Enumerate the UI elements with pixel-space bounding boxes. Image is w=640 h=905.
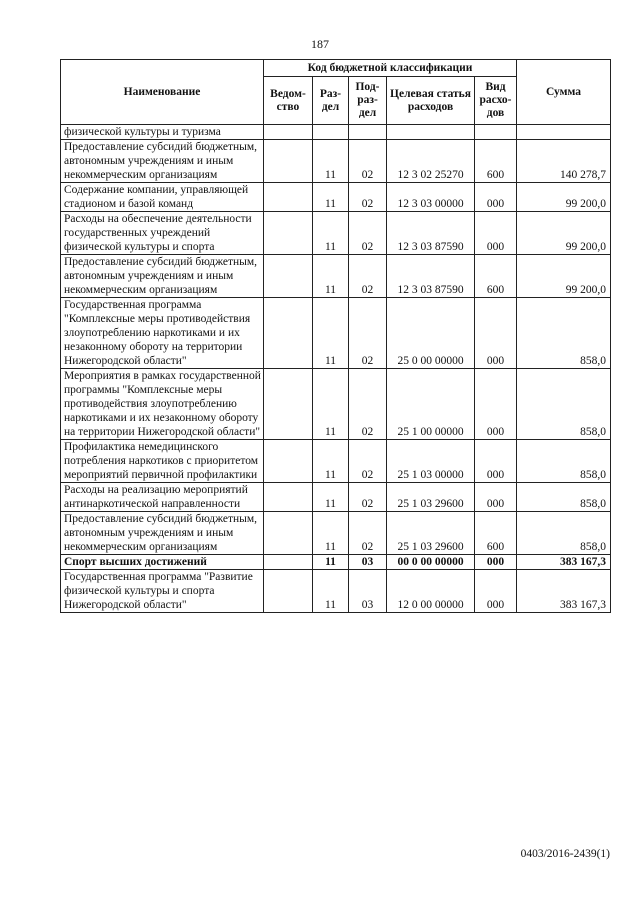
row-section-cell: 11 [313, 512, 349, 555]
row-subsection-cell: 03 [349, 555, 387, 570]
row-amount-cell: 99 200,0 [517, 255, 611, 298]
row-subsection-cell: 02 [349, 212, 387, 255]
row-department-cell [264, 255, 313, 298]
row-department-cell [264, 125, 313, 140]
row-expense-type-cell: 000 [475, 212, 517, 255]
row-department-cell [264, 440, 313, 483]
header-subsection: Под-раз-дел [349, 77, 387, 125]
header-expense-type: Вид расхо-дов [475, 77, 517, 125]
row-department-cell [264, 212, 313, 255]
table-row [61, 140, 611, 183]
row-target-item-cell: 25 1 03 29600 [387, 512, 475, 555]
row-subsection-cell [349, 125, 387, 140]
row-target-item-cell: 25 1 03 00000 [387, 440, 475, 483]
row-name-cell: физической культуры и туризма [61, 125, 264, 140]
row-expense-type-cell: 600 [475, 140, 517, 183]
row-subsection-cell: 02 [349, 255, 387, 298]
row-name-cell: Расходы на реализацию мероприятий антинаркотической направленности [61, 483, 264, 512]
row-name-cell: Профилактика немедицинского потребления наркотиков с приоритетом мероприятий первичной профилактики [61, 440, 264, 483]
row-department-cell [264, 570, 313, 613]
row-target-item-cell: 25 0 00 00000 [387, 298, 475, 369]
row-subsection-cell: 02 [349, 483, 387, 512]
row-expense-type-cell: 000 [475, 369, 517, 440]
row-subsection-cell: 02 [349, 298, 387, 369]
row-expense-type-cell: 600 [475, 512, 517, 555]
row-expense-type-cell: 600 [475, 255, 517, 298]
row-target-item-cell: 00 0 00 00000 [387, 555, 475, 570]
row-target-item-cell: 12 0 00 00000 [387, 570, 475, 613]
row-target-item-cell: 12 3 02 25270 [387, 140, 475, 183]
footer-document-code: 0403/2016-2439(1) [520, 848, 610, 860]
row-department-cell [264, 298, 313, 369]
row-expense-type-cell: 000 [475, 483, 517, 512]
header-department: Ведом-ство [264, 77, 313, 125]
row-amount-cell [517, 125, 611, 140]
table-row [61, 570, 611, 613]
row-section-cell: 11 [313, 570, 349, 613]
table-row [61, 298, 611, 369]
row-target-item-cell: 12 3 03 87590 [387, 212, 475, 255]
row-section-cell [313, 125, 349, 140]
header-code-group: Код бюджетной классификации [264, 60, 517, 77]
row-name-cell: Расходы на обеспечение деятельности государственных учреждений физической культуры и спорта [61, 212, 264, 255]
table-row [61, 369, 611, 440]
row-target-item-cell: 12 3 03 87590 [387, 255, 475, 298]
header-amount: Сумма [517, 60, 611, 125]
page-number: 187 [311, 37, 329, 51]
row-name-cell: Мероприятия в рамках государственной программы "Комплексные меры противодействия злоупотреблению наркотиками и их незаконному обороту на территории Нижегородской области" [61, 369, 264, 440]
row-name-cell: Государственная программа "Развитие физической культуры и спорта Нижегородской области" [61, 570, 264, 613]
row-subsection-cell: 02 [349, 183, 387, 212]
row-department-cell [264, 183, 313, 212]
row-section-cell: 11 [313, 140, 349, 183]
row-section-cell: 11 [313, 440, 349, 483]
table-row [61, 555, 611, 570]
table-body [61, 125, 611, 613]
row-expense-type-cell: 000 [475, 183, 517, 212]
row-amount-cell: 383 167,3 [517, 570, 611, 613]
row-amount-cell: 858,0 [517, 298, 611, 369]
row-section-cell: 11 [313, 212, 349, 255]
row-target-item-cell [387, 125, 475, 140]
row-subsection-cell: 02 [349, 512, 387, 555]
row-expense-type-cell: 000 [475, 570, 517, 613]
row-amount-cell: 140 278,7 [517, 140, 611, 183]
row-amount-cell: 858,0 [517, 483, 611, 512]
row-subsection-cell: 02 [349, 369, 387, 440]
row-amount-cell: 858,0 [517, 369, 611, 440]
row-section-cell: 11 [313, 369, 349, 440]
row-amount-cell: 99 200,0 [517, 183, 611, 212]
table-row [61, 483, 611, 512]
row-section-cell: 11 [313, 183, 349, 212]
row-section-cell: 11 [313, 555, 349, 570]
table-row [61, 125, 611, 140]
row-expense-type-cell: 000 [475, 440, 517, 483]
row-expense-type-cell [475, 125, 517, 140]
row-department-cell [264, 512, 313, 555]
row-subsection-cell: 03 [349, 570, 387, 613]
header-name: Наименование [61, 60, 264, 125]
row-target-item-cell: 25 1 03 29600 [387, 483, 475, 512]
row-section-cell: 11 [313, 255, 349, 298]
row-department-cell [264, 369, 313, 440]
row-department-cell [264, 555, 313, 570]
row-name-cell: Государственная программа "Комплексные меры противодействия злоупотреблению наркотиками и их незаконному обороту на территории Нижегородской области" [61, 298, 264, 369]
row-target-item-cell: 25 1 00 00000 [387, 369, 475, 440]
row-department-cell [264, 140, 313, 183]
row-name-cell: Спорт высших достижений [61, 555, 264, 570]
table-row [61, 212, 611, 255]
header-section: Раз-дел [313, 77, 349, 125]
row-expense-type-cell: 000 [475, 298, 517, 369]
table-row [61, 440, 611, 483]
row-amount-cell: 858,0 [517, 440, 611, 483]
row-name-cell: Предоставление субсидий бюджетным, автономным учреждениям и иным некоммерческим организациям [61, 255, 264, 298]
row-name-cell: Содержание компании, управляющей стадионом и базой команд [61, 183, 264, 212]
row-amount-cell: 858,0 [517, 512, 611, 555]
table-row [61, 512, 611, 555]
budget-table [60, 59, 611, 613]
row-section-cell: 11 [313, 483, 349, 512]
row-subsection-cell: 02 [349, 140, 387, 183]
table-row [61, 183, 611, 212]
row-name-cell: Предоставление субсидий бюджетным, автономным учреждениям и иным некоммерческим организациям [61, 140, 264, 183]
row-amount-cell: 99 200,0 [517, 212, 611, 255]
table-row [61, 255, 611, 298]
row-department-cell [264, 483, 313, 512]
row-section-cell: 11 [313, 298, 349, 369]
row-target-item-cell: 12 3 03 00000 [387, 183, 475, 212]
row-amount-cell: 383 167,3 [517, 555, 611, 570]
row-expense-type-cell: 000 [475, 555, 517, 570]
row-name-cell: Предоставление субсидий бюджетным, автономным учреждениям и иным некоммерческим организациям [61, 512, 264, 555]
row-subsection-cell: 02 [349, 440, 387, 483]
header-target-item: Целевая статья расходов [387, 77, 475, 125]
